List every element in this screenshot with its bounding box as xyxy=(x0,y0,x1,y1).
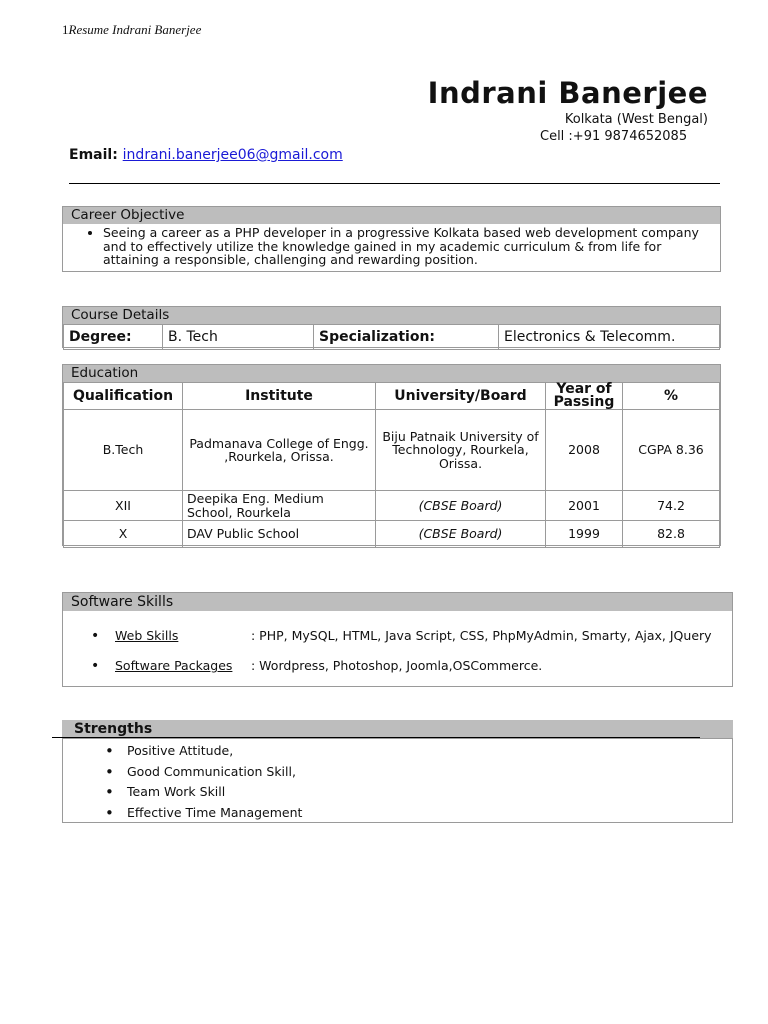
education-section xyxy=(62,364,721,546)
running-header-text: Resume Indrani Banerjee xyxy=(68,22,202,37)
table-row xyxy=(64,521,720,548)
year-cell: 2001 xyxy=(546,491,623,521)
university-cell: Biju Patnaik University of Technology, Rourkela, Orissa. xyxy=(376,410,546,491)
col-institute: Institute xyxy=(183,383,376,410)
col-university: University/Board xyxy=(376,383,546,410)
strengths-heading-bar xyxy=(62,720,733,738)
education-heading: Education xyxy=(63,365,720,382)
col-year: Year of Passing xyxy=(546,383,623,410)
degree-label: Degree: xyxy=(64,325,163,350)
university-cell: (CBSE Board) xyxy=(376,521,546,548)
qualification-cell: B.Tech xyxy=(64,410,183,491)
institute-cell: Padmanava College of Engg. ,Rourkela, Orissa. xyxy=(183,410,376,491)
course-details-table xyxy=(63,324,720,350)
career-objective-section xyxy=(62,206,721,272)
email-link[interactable]: indrani.banerjee06@gmail.com xyxy=(122,147,343,163)
career-objective-text: • Seeing a career as a PHP developer in a progressive Kolkata based web development company and to effectively utilize the knowledge gained in my academic curriculum & from life for attaining a responsible, challenging and rewarding position. xyxy=(103,226,710,267)
strengths-box xyxy=(62,738,733,823)
skill-value: : Wordpress, Photoshop, Joomla,OSCommerce. xyxy=(251,658,543,673)
table-row xyxy=(64,410,720,491)
percent-cell: CGPA 8.36 xyxy=(623,410,720,491)
course-details-heading: Course Details xyxy=(63,307,720,324)
strengths-heading: Strengths xyxy=(74,721,153,737)
list-item xyxy=(115,621,732,651)
software-skills-section xyxy=(62,592,733,687)
email-line xyxy=(69,147,343,163)
col-qualification: Qualification xyxy=(64,383,183,410)
career-objective-heading: Career Objective xyxy=(63,207,720,224)
email-label: Email: xyxy=(69,147,118,163)
running-header xyxy=(62,22,201,38)
institute-cell: Deepika Eng. Medium School, Rourkela xyxy=(183,491,376,521)
specialization-value: Electronics & Telecomm. xyxy=(499,325,720,350)
candidate-name: Indrani Banerjee xyxy=(427,76,708,110)
skill-value: : PHP, MySQL, HTML, Java Script, CSS, PhpMyAdmin, Smarty, Ajax, JQuery xyxy=(251,628,712,643)
list-item: • Effective Time Management xyxy=(127,803,732,824)
course-details-section xyxy=(62,306,721,348)
university-cell: (CBSE Board) xyxy=(376,491,546,521)
strengths-section xyxy=(62,720,733,823)
education-table xyxy=(63,382,720,548)
year-cell: 1999 xyxy=(546,521,623,548)
candidate-phone: Cell :+91 9874652085 xyxy=(540,129,688,144)
list-item: • Positive Attitude, xyxy=(127,741,732,762)
qualification-cell: XII xyxy=(64,491,183,521)
institute-cell: DAV Public School xyxy=(183,521,376,548)
specialization-label: Specialization: xyxy=(314,325,499,350)
list-item xyxy=(115,651,732,681)
degree-value: B. Tech xyxy=(163,325,314,350)
software-skills-heading: Software Skills xyxy=(63,593,732,611)
page-number: 1 xyxy=(62,22,69,37)
education-header-row xyxy=(64,383,720,410)
skill-key: Web Skills xyxy=(115,628,179,643)
table-row xyxy=(64,491,720,521)
list-item: • Good Communication Skill, xyxy=(127,762,732,783)
year-cell: 2008 xyxy=(546,410,623,491)
col-percent: % xyxy=(623,383,720,410)
percent-cell: 74.2 xyxy=(623,491,720,521)
candidate-location: Kolkata (West Bengal) xyxy=(564,112,708,127)
career-objective-list xyxy=(63,226,720,267)
qualification-cell: X xyxy=(64,521,183,548)
skill-key: Software Packages xyxy=(115,658,233,673)
percent-cell: 82.8 xyxy=(623,521,720,548)
header-divider xyxy=(69,183,720,184)
software-skills-list xyxy=(63,621,732,681)
list-item: • Team Work Skill xyxy=(127,782,732,803)
strengths-list xyxy=(63,741,732,823)
